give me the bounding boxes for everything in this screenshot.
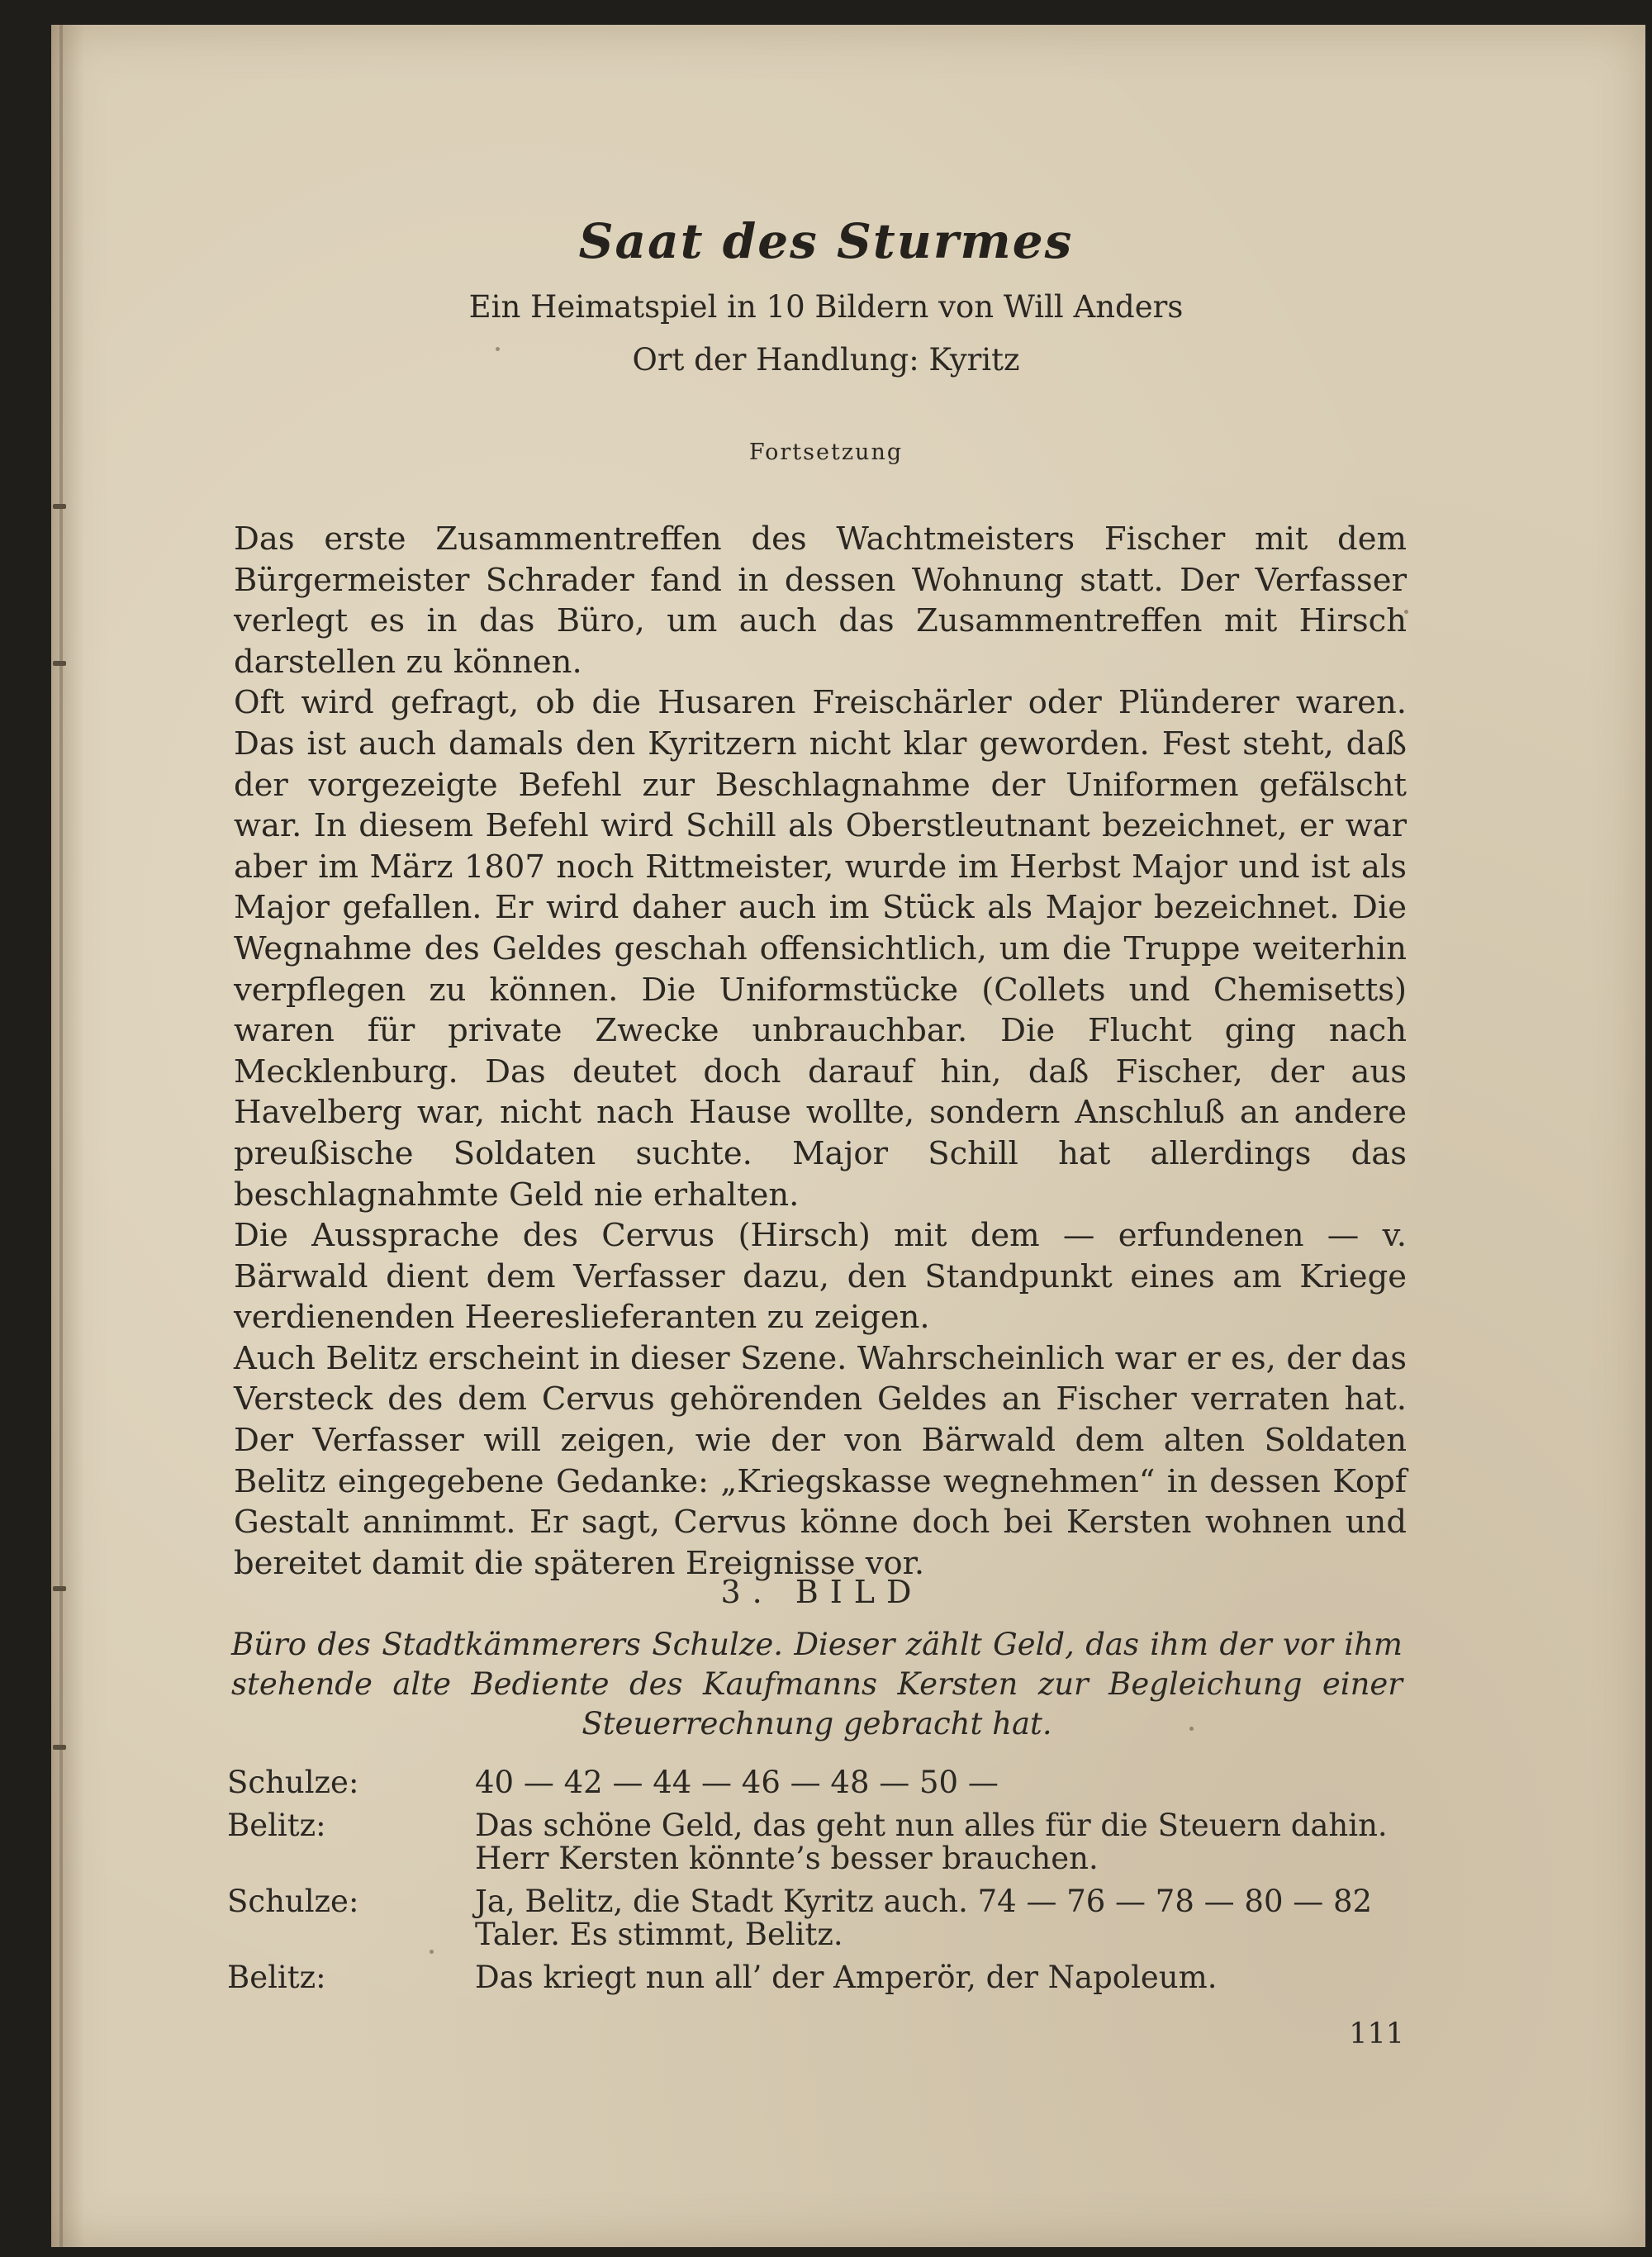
dialogue-row: [227, 1961, 1404, 1994]
binding-staple: [53, 504, 66, 509]
continuation-label: Fortsetzung: [748, 440, 904, 465]
speaker-name: Belitz:: [227, 1960, 326, 1995]
dialogue-block: [227, 1766, 1404, 2004]
speaker-name: Schulze:: [227, 1884, 359, 1919]
commentary-paragraph: Die Aussprache des Cervus (Hirsch) mit dem — erfundenen — v. Bärwald dient dem Verfasser dazu, den Standpunkt eines am Kriege verdienenden Heereslieferanten zu zeigen.: [234, 1217, 1407, 1337]
page-number: 111: [1349, 2017, 1404, 2050]
dialogue-line: Das kriegt nun all’ der Amperör, der Napoleum.: [475, 1960, 1218, 1995]
dialogue-line: Ja, Belitz, die Stadt Kyritz auch. 74 — 76 — 78 — 80 — 82 Taler. Es stimmt, Belitz.: [475, 1884, 1373, 1952]
stage-direction: Büro des Stadtkämmerers Schulze. Dieser zählt Geld, das ihm der vor ihm stehende alte Bediente des Kaufmanns Kersten zur Begleichung einer Steuerrechnung gebracht hat.: [231, 1627, 1403, 1741]
commentary-paragraph: Oft wird gefragt, ob die Husaren Freischärler oder Plünderer waren. Das ist auch damals den Kyritzern nicht klar geworden. Fest steht, daß der vorgezeigte Befehl zur Beschlagnahme der Uniformen gefälscht war. In diesem Befehl wird Schill als Oberstleutnant bezeichnet, er war aber im März 1807 noch Rittmeister, wurde im Herbst Major und ist als Major gefallen. Er wird daher auch im Stück als Major bezeichnet. Die Wegnahme des Geldes geschah offensichtlich, um die Truppe weiterhin verpflegen zu können. Die Uniformstücke (Collets und Chemisetts) waren für private Zwecke unbrauchbar. Die Flucht ging nach Mecklenburg. Das deutet doch darauf hin, daß Fischer, der aus Havelberg war, nicht nach Hause wollte, sondern Anschluß an andere preußische Soldaten suchte. Major Schill hat allerdings das beschlagnahmte Geld nie erhalten.: [234, 684, 1407, 1214]
dialogue-row: [227, 1885, 1404, 1951]
dialogue-row: [227, 1809, 1404, 1875]
commentary-paragraph: Das erste Zusammentreffen des Wachtmeisters Fischer mit dem Bürgermeister Schrader fand in dessen Wohnung statt. Der Verfasser verlegt es in das Büro, um auch das Zusammentreffen mit Hirsch darstellen zu können.: [234, 520, 1407, 681]
commentary-text: [234, 519, 1407, 1584]
commentary-paragraph: Auch Belitz erscheint in dieser Szene. Wahrscheinlich war er es, der das Versteck des dem Cervus gehörenden Geldes an Fischer verraten hat. Der Verfasser will zeigen, wie der von Bärwald dem alten Soldaten Belitz eingegebene Gedanke: „Kriegskasse wegnehmen“ in dessen Kopf Gestalt annimmt. Er sagt, Cervus könne doch bei Kersten wohnen und bereitet damit die späteren Ereignisse vor.: [234, 1339, 1407, 1582]
binding-staple: [53, 1745, 66, 1750]
dialogue-line: Das schöne Geld, das geht nun alles für die Steuern dahin. Herr Kersten könnte’s besser brauchen.: [475, 1808, 1388, 1876]
speaker-name: Belitz:: [227, 1808, 326, 1843]
play-subtitle: Ein Heimatspiel in 10 Bildern von Will Anders: [468, 289, 1184, 325]
scene-heading: 3. BILD: [720, 1574, 923, 1610]
dialogue-row: [227, 1766, 1404, 1799]
page-title: Saat des Sturmes: [578, 213, 1074, 269]
binding-staple: [53, 661, 66, 666]
dialogue-line: 40 — 42 — 44 — 46 — 48 — 50 —: [475, 1765, 999, 1800]
speaker-name: Schulze:: [227, 1765, 359, 1800]
play-setting: Ort der Handlung: Kyritz: [632, 342, 1020, 378]
